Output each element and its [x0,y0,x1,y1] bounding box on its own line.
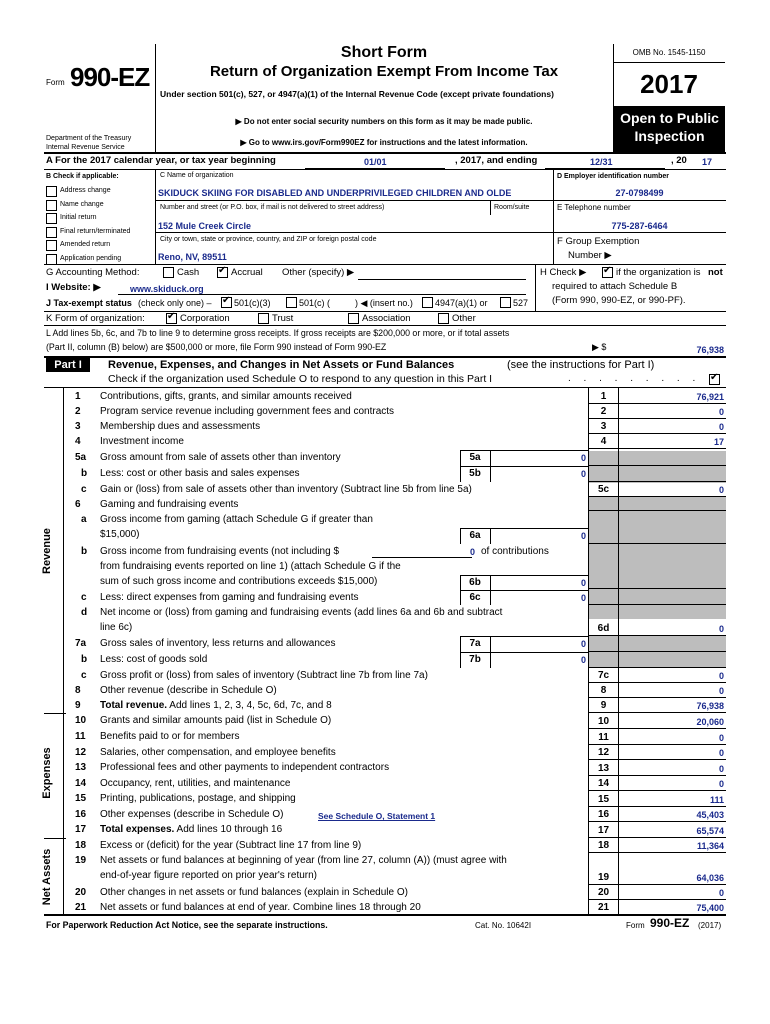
line-number: 17 [75,824,87,835]
line-box-label: 18 [597,840,610,851]
line-description: Less: cost or other basis and sales expenses [100,468,300,479]
line-box-label: 17 [597,825,610,836]
line-number: 14 [75,778,87,789]
line-number: 1 [75,391,81,402]
501c-label: 501(c) ( [299,298,331,308]
tax-year-end-yy: 17 [702,157,713,167]
line-box-label: 11 [598,732,609,743]
line-description-rest: Add lines 1, 2, 3, 4, 5c, 6d, 7c, and 8 [169,700,332,711]
part-i-tag [46,358,90,372]
row-divider [588,418,726,419]
schedule-o-link[interactable]: See Schedule O, Statement 1 [318,811,436,821]
line-a-yr-label: , 20 [671,155,687,166]
line-value: 75,400 [696,903,724,913]
line-description-2: end-of-year figure reported on prior year's return) [100,870,318,881]
sub-box-divider [490,450,491,466]
sub-box-value: 0 [580,453,586,463]
line-number: b [81,468,88,479]
line-box-label: 1 [600,391,607,402]
line-number: 9 [75,700,81,711]
row-divider [588,667,726,668]
other-org-checkbox[interactable] [438,313,449,324]
sub-box-value: 0 [580,578,586,588]
line-value: 0 [718,748,724,758]
line-description: Gain or (loss) from sale of assets other than inventory (Subtract line 5b from line 5a) [100,484,472,495]
line-value: 0 [718,671,724,681]
line-description: Other revenue (describe in Schedule O) [100,685,277,696]
501c-checkbox[interactable] [286,297,297,308]
line-description: Other expenses (describe in Schedule O) [100,809,284,820]
line-value: 76,921 [696,392,724,402]
sub-box-label: 6c [469,592,481,603]
row-divider [588,790,726,791]
line-description [100,700,332,712]
row-divider [588,448,726,449]
line-box-label: 7c [597,670,610,681]
4947-checkbox[interactable] [422,297,433,308]
row-divider [588,899,726,900]
shaded-cell-7-val [619,636,726,668]
sub-box-label: 7a [469,638,481,649]
line-box-label: 4 [600,436,607,447]
line-number: b [81,546,88,557]
line-value: 111 [709,795,724,805]
sub-box-label: 6a [469,530,481,541]
line-description: Gross profit or (loss) from sales of inventory (Subtract line 7b from line 7a) [100,670,428,681]
line-a-mid: , 2017, and ending [455,155,538,166]
row-divider [588,806,726,807]
tax-year-end: 12/31 [590,157,613,167]
street-address: 152 Mule Creek Circle [158,221,252,231]
row-divider [588,604,726,605]
line-value: 0 [718,407,724,417]
row-divider [588,496,726,497]
sub-box-divider [490,636,491,652]
cash-checkbox[interactable] [163,267,174,278]
section-b-checkbox[interactable] [46,227,57,238]
line-value: 45,403 [696,810,724,820]
line-description-bold: Total revenue. [100,700,168,711]
footer-year: (2017) [698,921,722,930]
line-number: 15 [75,793,87,804]
line-box-label: 19 [597,872,610,883]
sub-box-label: 5b [469,468,481,479]
group-exemption-label-2: Number ▶ [568,250,612,261]
line-description: Professional fees and other payments to independent contractors [100,762,390,773]
group-exemption-label: F Group Exemption [557,236,640,247]
line-value: 0 [718,686,724,696]
revenue-side-label: Revenue [41,528,53,574]
line-number: c [81,484,87,495]
line-number: 2 [75,406,81,417]
tax-year: 2017 [640,69,698,99]
line-value: 0 [718,422,724,432]
line-box-label: 5c [597,484,610,495]
tax-year-begin: 01/01 [364,157,387,167]
org-name-label: C Name of organization [160,172,234,179]
line-description: Gross sales of inventory, less returns and allowances [100,638,336,649]
line-number: 20 [75,887,87,898]
net-assets-side-label: Net Assets [41,848,53,906]
omb-number: OMB No. 1545-1150 [632,48,706,57]
line-box-label: 9 [600,700,607,711]
section-b-item-label: Initial return [60,214,97,221]
shaded-cell-7 [589,636,618,668]
section-b-checkbox[interactable] [46,200,57,211]
line-description-bold: Total expenses. [100,824,175,835]
line-number: 8 [75,685,81,696]
501c3-label: 501(c)(3) [234,298,271,308]
gross-receipts-value: 76,938 [696,345,724,355]
part-i-title: Revenue, Expenses, and Changes in Net Assets or Fund Balances [108,359,455,371]
line-description: Membership dues and assessments [100,421,261,432]
line-description: Salaries, other compensation, and employee benefits [100,747,336,758]
line-number: 16 [75,809,87,820]
expenses-side-label: Expenses [41,747,53,799]
shaded-cell-6-val [619,497,726,619]
row-divider [588,712,726,713]
sub-box-label: 7b [469,654,481,665]
form-number: 990-EZ [70,62,150,92]
trust-checkbox[interactable] [258,313,269,324]
association-label: Association [362,313,411,324]
open-to-public-banner [614,106,725,152]
sub-box-divider [490,575,491,590]
row-divider [588,759,726,760]
line-value: 0 [718,624,724,634]
line-description: Excess or (deficit) for the year (Subtract line 17 from line 9) [100,840,362,851]
row-divider [588,651,726,652]
corporation-checkbox[interactable] [166,313,177,324]
line-number: 11 [75,731,86,742]
line-number: 5a [75,452,87,463]
line-description: Occupancy, rent, utilities, and maintenance [100,778,291,789]
line-description: Printing, publications, postage, and shipping [100,793,296,804]
dot-leader: . . . . . . . . . [568,373,701,384]
footer-form-num: 990-EZ [650,916,690,930]
section-b-item-label: Address change [60,187,111,194]
line-value: 0 [718,485,724,495]
line-description: Gross amount from sale of assets other than inventory [100,452,341,463]
open-line-1: Open to Public [620,110,719,126]
row-divider [588,403,726,404]
row-divider [588,775,726,776]
line-description: Gross income from gaming (attach Schedule G if greater than [100,514,373,525]
sub-box-value: 0 [580,531,586,541]
other-org-label: Other [452,313,476,324]
4947-label: 4947(a)(1) or [435,298,488,308]
line-value: 0 [718,733,724,743]
line-box-label: 14 [597,778,610,789]
form-word: Form [46,78,65,87]
line-description-2: line 6c) [100,622,133,633]
line-value: 65,574 [696,826,724,836]
line-g-label: G Accounting Method: [46,267,140,278]
line-value: 0 [718,764,724,774]
line-box-label: 3 [600,421,607,432]
line-box-label: 6d [597,623,610,634]
insert-no-label: ) ◀ (insert no.) [355,298,413,308]
sub-box-divider [490,466,491,482]
line-number: 19 [75,855,87,866]
title-main: Return of Organization Exempt From Income Tax [209,63,559,80]
sub-box-divider [490,590,491,605]
line-number: c [81,592,87,603]
notice-website: ▶ Go to www.irs.gov/Form990EZ for instructions and the latest information. [240,138,528,147]
line-number: b [81,654,88,665]
line-description-2: $15,000) [100,529,140,540]
accrual-checkbox[interactable] [217,267,228,278]
line-description: Gaming and fundraising events [100,499,239,510]
line-description: Investment income [100,436,184,447]
line-number: 21 [75,902,87,913]
line-box-label: 20 [597,887,610,898]
org-name: SKIDUCK SKIING FOR DISABLED AND UNDERPRIVILEGED CHILDREN AND OLDE [158,188,512,198]
section-b-item-label: Application pending [60,254,122,262]
line-box-label: 2 [600,406,607,417]
line-description-tail: of contributions [481,546,549,557]
row-divider [588,510,726,511]
section-b-item-label: Amended return [60,241,111,248]
footer-form-word: Form [626,921,645,930]
association-checkbox[interactable] [348,313,359,324]
line-l-text-1: L Add lines 5b, 6c, and 7b to line 9 to determine gross receipts. If gross receipts are $200,000 or more, or if total assets [46,328,510,338]
section-b-item-label: Final return/terminated [60,227,131,235]
open-line-2: Inspection [634,128,705,144]
line-number: d [81,607,88,618]
line-value: 64,036 [696,873,724,883]
ein-value: 27-0798499 [615,188,664,198]
line-k-label: K Form of organization: [46,313,145,324]
corporation-label: Corporation [180,313,230,324]
line-i-label: I Website: ▶ [46,282,101,293]
section-b-checkbox[interactable] [46,240,57,251]
line-description: Contributions, gifts, grants, and similar amounts received [100,391,352,402]
shaded-cell-6 [589,497,618,619]
line-box-label: 12 [597,747,610,758]
schedule-b-checkbox[interactable] [602,267,613,278]
line-h-not: not [708,267,723,278]
row-divider [588,884,726,885]
line-number: 10 [75,715,87,726]
line-description: Net assets or fund balances at beginning of year (from line 27, column (A)) (must agree with [100,855,507,866]
line-description-3: sum of such gross income and contributions exceeds $15,000) [100,576,378,587]
527-label: 527 [513,298,529,308]
line-l-text-2: (Part II, column (B) below) are $500,000 or more, file Form 990 instead of Form 990-EZ [46,342,387,352]
other-method-label: Other (specify) ▶ [282,267,355,278]
sub-box-divider [490,652,491,668]
line-h-text-3: (Form 990, 990-EZ, or 990-PF). [552,295,686,306]
sub-box-value: 0 [580,469,586,479]
line-description: Program service revenue including government fees and contracts [100,406,395,417]
line-number: 4 [75,436,81,447]
website-value[interactable]: www.skiduck.org [130,284,204,294]
row-divider [588,433,726,434]
dept-line-2: Internal Revenue Service [46,144,125,151]
ein-label: D Employer identification number [557,173,670,180]
accrual-label: Accrual [231,267,263,278]
part-i-title-tail: (see the instructions for Part I) [507,359,655,371]
line-box-label: 16 [597,809,610,820]
row-divider [588,821,726,822]
line-description: Benefits paid to or for members [100,731,240,742]
sub-box-value: 0 [580,639,586,649]
line-number: 13 [75,762,87,773]
line-box-label: 8 [600,685,607,696]
row-divider [588,481,726,482]
part-i-tag-text: Part I [54,359,82,371]
schedule-o-check-text: Check if the organization used Schedule O to respond to any question in this Part I [108,373,493,385]
sub-box-label: 6b [469,577,481,588]
line-j-label-2: (check only one) – [138,298,212,308]
line-value: 0 [718,779,724,789]
line-description: Gross income from fundraising events (not including $ [100,546,340,557]
section-b-checkbox[interactable] [46,186,57,197]
shaded-cell-5-val [619,451,726,483]
room-suite-label: Room/suite [494,204,530,211]
row-divider [588,852,726,853]
527-checkbox[interactable] [500,297,511,308]
street-label: Number and street (or P.O. box, if mail is not delivered to street address) [160,204,385,211]
row-divider [588,728,726,729]
line-description: Net income or (loss) from gaming and fundraising events (add lines 6a and 6b and subtract [100,607,503,618]
shaded-cell-5 [589,451,618,483]
subtitle: Under section 501(c), 527, or 4947(a)(1) of the Internal Revenue Code (except private foundations) [160,89,554,99]
line-description [100,824,282,836]
line-number: 7a [75,638,87,649]
sub-box-value: 0 [580,593,586,603]
line-value: 0 [718,888,724,898]
city-label: City or town, state or province, country, and ZIP or foreign postal code [160,236,377,243]
sub-box-divider [490,528,491,544]
row-divider [588,465,726,466]
row-divider [588,543,726,544]
line-h-check: H Check ▶ [540,267,587,278]
line-box-label: 10 [597,716,610,727]
line-number: c [81,670,87,681]
section-b-checkbox[interactable] [46,254,57,265]
line-description: Less: cost of goods sold [100,654,208,665]
line-description: Grants and similar amounts paid (list in Schedule O) [100,715,332,726]
line-number: 6 [75,499,81,510]
line-j-label: J Tax-exempt status [46,298,132,308]
row-divider [588,635,726,636]
line-value: 20,060 [696,717,724,727]
sub-box-label: 5a [469,452,481,463]
line-description: Less: direct expenses from gaming and fundraising events [100,592,359,603]
line-description-rest: Add lines 10 through 16 [176,824,283,835]
section-b-label: B Check if applicable: [46,173,119,180]
line-number: 12 [75,747,87,758]
cash-label: Cash [177,267,200,278]
phone-label: E Telephone number [557,203,631,212]
line-h-text: if the organization is [616,267,701,278]
contributions-amount: 0 [469,547,475,557]
line-number: a [81,514,87,525]
section-b-checkbox[interactable] [46,213,57,224]
line-a-label: A For the 2017 calendar year, or tax year beginning [46,155,276,166]
schedule-o-checkbox[interactable] [709,374,720,385]
dept-line-1: Department of the Treasury [46,135,132,142]
line-number: 3 [75,421,81,432]
row-divider [588,697,726,698]
501c3-checkbox[interactable] [221,297,232,308]
line-l-dollar: ▶ $ [592,342,607,352]
row-divider [588,744,726,745]
phone-value: 775-287-6464 [611,221,668,231]
line-description-2: from fundraising events reported on line 1) (attach Schedule G if the [100,561,401,572]
line-value: 17 [713,437,724,447]
trust-label: Trust [272,313,294,324]
footer-cat-no: Cat. No. 10642I [475,921,532,930]
section-b-item-label: Name change [60,200,104,208]
city-state-zip: Reno, NV, 89511 [158,252,227,262]
row-divider [588,837,726,838]
notice-ssn: ▶ Do not enter social security numbers on this form as it may be made public. [235,117,533,126]
line-value: 11,364 [696,841,724,851]
row-divider [588,682,726,683]
sub-box-value: 0 [580,655,586,665]
footer-paperwork: For Paperwork Reduction Act Notice, see the separate instructions. [46,920,328,930]
line-box-label: 21 [597,902,610,913]
line-box-label: 15 [597,794,610,805]
line-h-text-2: required to attach Schedule B [552,281,678,292]
line-description: Other changes in net assets or fund balances (explain in Schedule O) [100,887,408,898]
line-box-label: 13 [597,763,610,774]
line-number: 18 [75,840,87,851]
line-value: 76,938 [696,701,724,711]
line-description: Net assets or fund balances at end of year. Combine lines 18 through 20 [100,902,421,913]
row-divider [588,588,726,589]
title-short-form: Short Form [340,44,428,61]
